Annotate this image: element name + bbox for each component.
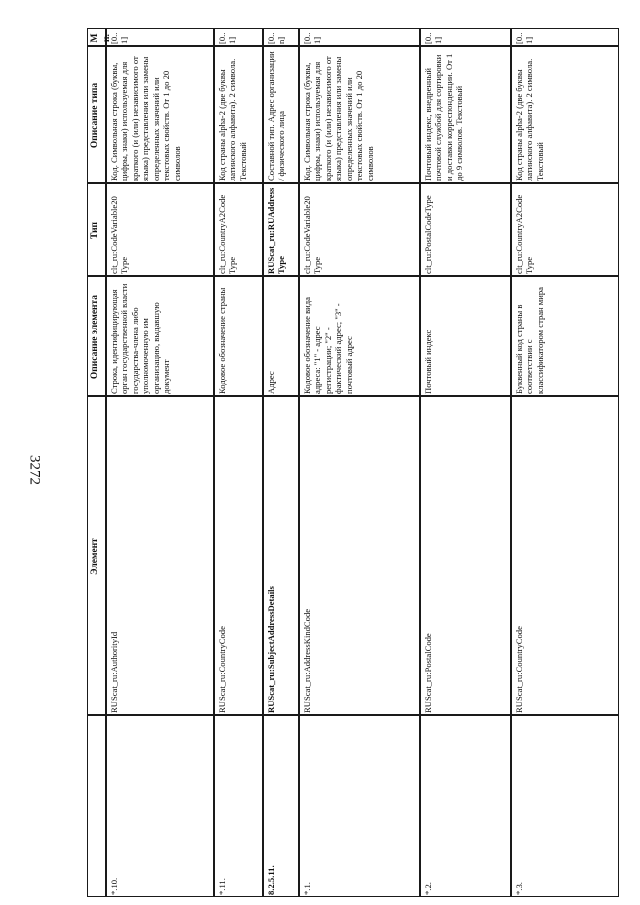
- row-4-element: [299, 396, 420, 715]
- row-3-element: [263, 396, 299, 715]
- row-5-num-text: *.2.: [423, 882, 433, 895]
- row-4-mn: [299, 28, 420, 46]
- row-5-element: [420, 396, 511, 715]
- row-5-type: [420, 183, 511, 276]
- row-2-type-desc: [214, 46, 263, 183]
- row-4-element-desc-text: Кодовое обозначение вида адреса: "1" - адрес регистрации; "2" - фактический адрес; "3" - почтовый адрес: [302, 297, 354, 394]
- row-5-element-desc: [420, 276, 511, 396]
- row-4-element-desc: [299, 276, 420, 396]
- row-6-type-desc-text: Код страны alpha-2 (две буквы латинского алфавита). 2 символа. Текстовый: [514, 58, 545, 181]
- header-element-desc-text: Описание элемента: [90, 294, 100, 380]
- header-element-text: Элемент: [90, 538, 100, 575]
- row-2-type: [214, 183, 263, 276]
- header-type-desc-text: Описание типа: [90, 82, 100, 149]
- row-1-num-text: *.10.: [109, 877, 119, 895]
- row-6-mn-text: [0..1]: [514, 32, 535, 44]
- row-1-type-desc-text: Код. Символьная строка (буквы, цифры, знаки) используемая для краткого (и (или) независимого от языка) представления или замены определенных значений или текстовых свойств. От 1 до 20 символов: [109, 56, 182, 181]
- row-3-element-text: RUScat_ru:SubjectAddressDetails: [266, 586, 276, 713]
- row-1-type: [106, 183, 214, 276]
- row-5-mn: [420, 28, 511, 46]
- row-2-element-text: RUScat_ru:CountryCode: [217, 626, 227, 713]
- row-1-element-desc: [106, 276, 214, 396]
- header-type-desc: [87, 46, 106, 183]
- row-5-element-desc-text: Почтовый индекс: [423, 329, 433, 394]
- header-element-desc: [87, 276, 106, 396]
- row-6-element-desc-text: Буквенный код страны в соответствии с классификатором стран мира: [514, 287, 545, 394]
- row-2-element-desc-text: Кодовое обозначение страны: [217, 287, 227, 394]
- row-6-type-text: clt_ru:CountryA2Code Type: [514, 194, 535, 274]
- row-6-element: [511, 396, 619, 715]
- header-num: [87, 715, 106, 897]
- row-3-type: [263, 183, 299, 276]
- row-5-mn-text: [0..1]: [423, 32, 444, 44]
- page-number: 3272: [26, 455, 43, 485]
- row-3-mn: [263, 28, 299, 46]
- row-5-num: [420, 715, 511, 897]
- row-1-num: [106, 715, 214, 897]
- row-6-mn: [511, 28, 619, 46]
- row-2-mn: [214, 28, 263, 46]
- row-3-type-desc-text: Составной тип. Адрес организации / физического лица: [266, 51, 287, 181]
- row-6-num-text: *.3.: [514, 882, 524, 895]
- row-2-element: [214, 396, 263, 715]
- row-4-type: [299, 183, 420, 276]
- row-5-element-text: RUScat_ru:PostalCode: [423, 633, 433, 713]
- header-mn: [87, 28, 112, 46]
- row-2-num: [214, 715, 263, 897]
- header-element: [87, 396, 106, 715]
- header-type-text: Тип: [90, 221, 100, 240]
- row-1-type-text: clt_ru:CodeVariable20 Type: [109, 196, 130, 274]
- row-5-type-desc-text: Почтовый индекс, внедренный почтовой службой для сортировки и доставки корреспонденции. От 1 до 9 символов. Текстовый: [423, 53, 465, 181]
- row-3-type-desc: [263, 46, 299, 183]
- row-6-element-desc: [511, 276, 619, 396]
- row-6-num: [511, 715, 619, 897]
- row-1-type-desc: [106, 46, 214, 183]
- row-3-type-text: RUScat_ru:RUAddressType: [266, 187, 287, 274]
- row-2-type-desc-text: Код страны alpha-2 (две буквы латинского алфавита). 2 символа. Текстовый: [217, 58, 248, 181]
- row-2-type-text: clt_ru:CountryA2Code Type: [217, 194, 238, 274]
- row-4-num-text: *.1.: [302, 882, 312, 895]
- row-4-element-text: RUScat_ru:AddressKindCode: [302, 608, 312, 713]
- row-5-type-desc: [420, 46, 511, 183]
- row-6-element-text: RUScat_ru:CountryCode: [514, 626, 524, 713]
- row-2-mn-text: [0..1]: [217, 32, 238, 44]
- row-1-element-desc-text: Строка, идентифицирующая орган государственной власти государства-члена либо уполномоченную им организацию, выдавшую документ: [109, 283, 172, 394]
- row-4-type-desc: [299, 46, 420, 183]
- row-4-num: [299, 715, 420, 897]
- header-type: [87, 183, 106, 276]
- row-3-mn-text: [0..n]: [266, 32, 287, 44]
- row-1-mn-text: [0..1]: [109, 32, 130, 44]
- row-6-type-desc: [511, 46, 619, 183]
- row-4-type-text: clt_ru:CodeVariable20 Type: [302, 196, 323, 274]
- row-5-type-text: clt_ru:PostalCodeType: [423, 195, 433, 274]
- row-4-type-desc-text: Код. Символьная строка (буквы, цифры, знаки) используемая для краткого (и (или) независимого от языка) представления или замены определенных значений или текстовых свойств. От 1 до 20 символов: [302, 56, 375, 181]
- row-1-element-text: RUScat_ru:AuthorityId: [109, 631, 119, 713]
- row-1-mn: [106, 28, 214, 46]
- row-3-num-text: 8.2.5.11.: [266, 865, 276, 895]
- header-mn-text: Мн.: [90, 33, 112, 43]
- row-4-mn-text: [0..1]: [302, 32, 323, 44]
- row-2-num-text: *.11.: [217, 878, 227, 895]
- row-3-num: [263, 715, 299, 897]
- row-3-element-desc: [263, 276, 299, 396]
- row-2-element-desc: [214, 276, 263, 396]
- header-num-text: [90, 719, 105, 895]
- row-1-element: [106, 396, 214, 715]
- row-3-element-desc-text: Адрес: [266, 371, 276, 394]
- row-6-type: [511, 183, 619, 276]
